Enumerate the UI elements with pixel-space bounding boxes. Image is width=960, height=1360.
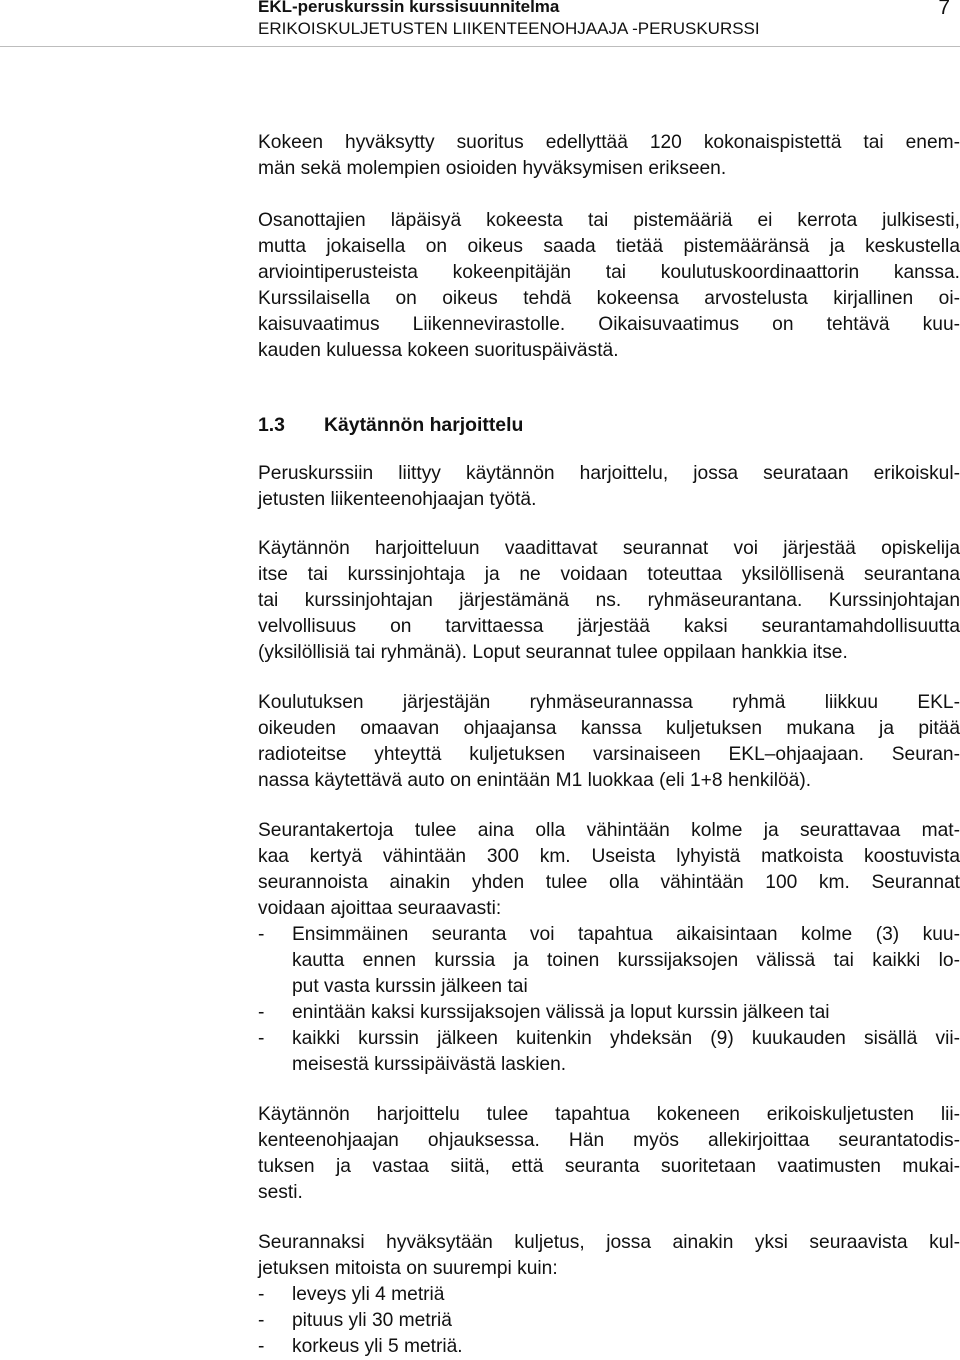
text-line: Käytännön harjoitteluun vaadittavat seurannat voi järjestää opiskelija [258,538,960,559]
text-line: itse tai kurssinjohtaja ja ne voidaan toteuttaa yksilöllisenä seurantana [258,564,960,585]
text-line: Seurannaksi hyväksytään kuljetus, jossa ainakin yksi seuraavista kul- [258,1232,960,1253]
paragraph-accepted-transport [258,1230,960,1282]
text-line: voidaan ajoittaa seuraavasti: [258,898,502,919]
text-line: - kaikki kurssin jälkeen kuitenkin yhdeksän (9) kuukauden sisällä vii- [292,1028,960,1049]
text-line: sesti. [258,1182,303,1203]
paragraph-passing-requirement [258,130,960,182]
section-heading [258,412,960,438]
text-line: kautta ennen kurssia ja toinen kurssijaksojen välissä tai kaikki lo- [292,950,960,971]
text-line: velvollisuus on tarvittaessa järjestää kaksi seurantamahdollisuutta [258,616,960,637]
text-line: Koulutuksen järjestäjän ryhmäseurannassa ryhmä liikkuu EKL- [258,692,960,713]
text-line: jetuksen mitoista on suurempi kuin: [258,1258,558,1279]
page-header [0,0,960,47]
timing-list [258,922,960,1078]
dimension-list [258,1282,960,1360]
list-item [258,922,960,1000]
text-line: oikeuden omaavan ohjaajansa kanssa kuljetuksen mukana ja pitää [258,718,960,739]
text-line: kaa kertyä vähintään 300 km. Useista lyhyistä matkoista koostuvista [258,846,960,867]
page-number: 7 [938,0,950,19]
text-line: - Ensimmäinen seuranta voi tapahtua aikaisintaan kolme (3) kuu- [292,924,960,945]
paragraph-follow-ups [258,536,960,666]
section-title: Käytännön harjoittelu [324,414,524,436]
paragraph-follow-up-count [258,818,960,922]
text-line: Käytännön harjoittelu tulee tapahtua kokeneen erikoiskuljetusten lii- [258,1104,960,1125]
text-line: mutta jokaisella on oikeus saada tietää pistemääränsä ja keskustella [258,236,960,257]
text-line: - enintään kaksi kurssijaksojen välissä ja loput kurssin jälkeen tai [292,1002,830,1023]
list-item: - pituus yli 30 metriä [258,1308,960,1334]
text-line: Kurssilaisella on oikeus tehdä kokeensa arvostelusta kirjallinen oi- [258,288,960,309]
text-line: Kokeen hyväksytty suoritus edellyttää 120 kokonaispistettä tai enem- [258,132,960,153]
list-item [258,1026,960,1078]
paragraph-results [258,208,960,364]
text-line: kauden kuluessa kokeen suorituspäivästä. [258,340,619,361]
section-number: 1.3 [258,414,285,436]
list-item: - korkeus yli 5 metriä. [258,1334,960,1360]
paragraph-supervision [258,1102,960,1206]
text-line: män sekä molempien osioiden hyväksymisen erikseen. [258,158,727,179]
text-line: seurannoista ainakin yhden tulee olla vähintään 100 km. Seurannat [258,872,960,893]
text-line: kaisuvaatimus Liikennevirastolle. Oikaisuvaatimus on tehtävä kuu- [258,314,960,335]
text-line: kenteenohjaajan ohjauksessa. Hän myös allekirjoittaa seurantatodis- [258,1130,960,1151]
list-item [258,1000,960,1026]
text-line: meisestä kurssipäivästä laskien. [292,1054,567,1075]
text-line: put vasta kurssin jälkeen tai [292,976,528,997]
text-line: Osanottajien läpäisyä kokeesta tai pistemääriä ei kerrota julkisesti, [258,210,960,231]
text-line: tai kurssinjohtajan järjestämänä ns. ryhmäseurantana. Kurssinjohtajan [258,590,960,611]
list-item: - leveys yli 4 metriä [258,1282,960,1308]
text-line: (yksilöllisiä tai ryhmänä). Loput seurannat tulee oppilaan hankkia itse. [258,642,848,663]
text-line: nassa käytettävä auto on enintään M1 luokkaa (eli 1+8 henkilöä). [258,770,812,791]
text-line: Seurantakertoja tulee aina olla vähintään kolme ja seurattavaa mat- [258,820,960,841]
document-title: EKL-peruskurssin kurssisuunnitelma [258,0,560,16]
paragraph-practice-intro [258,461,960,513]
text-line: tuksen ja vastaa siitä, että seuranta suoritetaan vaatimusten mukai- [258,1156,960,1177]
text-line: radioteitse yhteyttä kuljetuksen varsinaiseen EKL–ohjaajaan. Seuran- [258,744,960,765]
course-name: ERIKOISKULJETUSTEN LIIKENTEENOHJAAJA -PERUSKURSSI [258,19,760,38]
paragraph-group-follow-up [258,690,960,794]
text-line: arviointiperusteista kokeenpitäjän tai koulutuskoordinaattorin kanssa. [258,262,960,283]
text-line: Peruskurssiin liittyy käytännön harjoittelu, jossa seurataan erikoiskul- [258,463,960,484]
document-body [258,130,960,1360]
text-line: jetusten liikenteenohjaajan työtä. [258,489,537,510]
